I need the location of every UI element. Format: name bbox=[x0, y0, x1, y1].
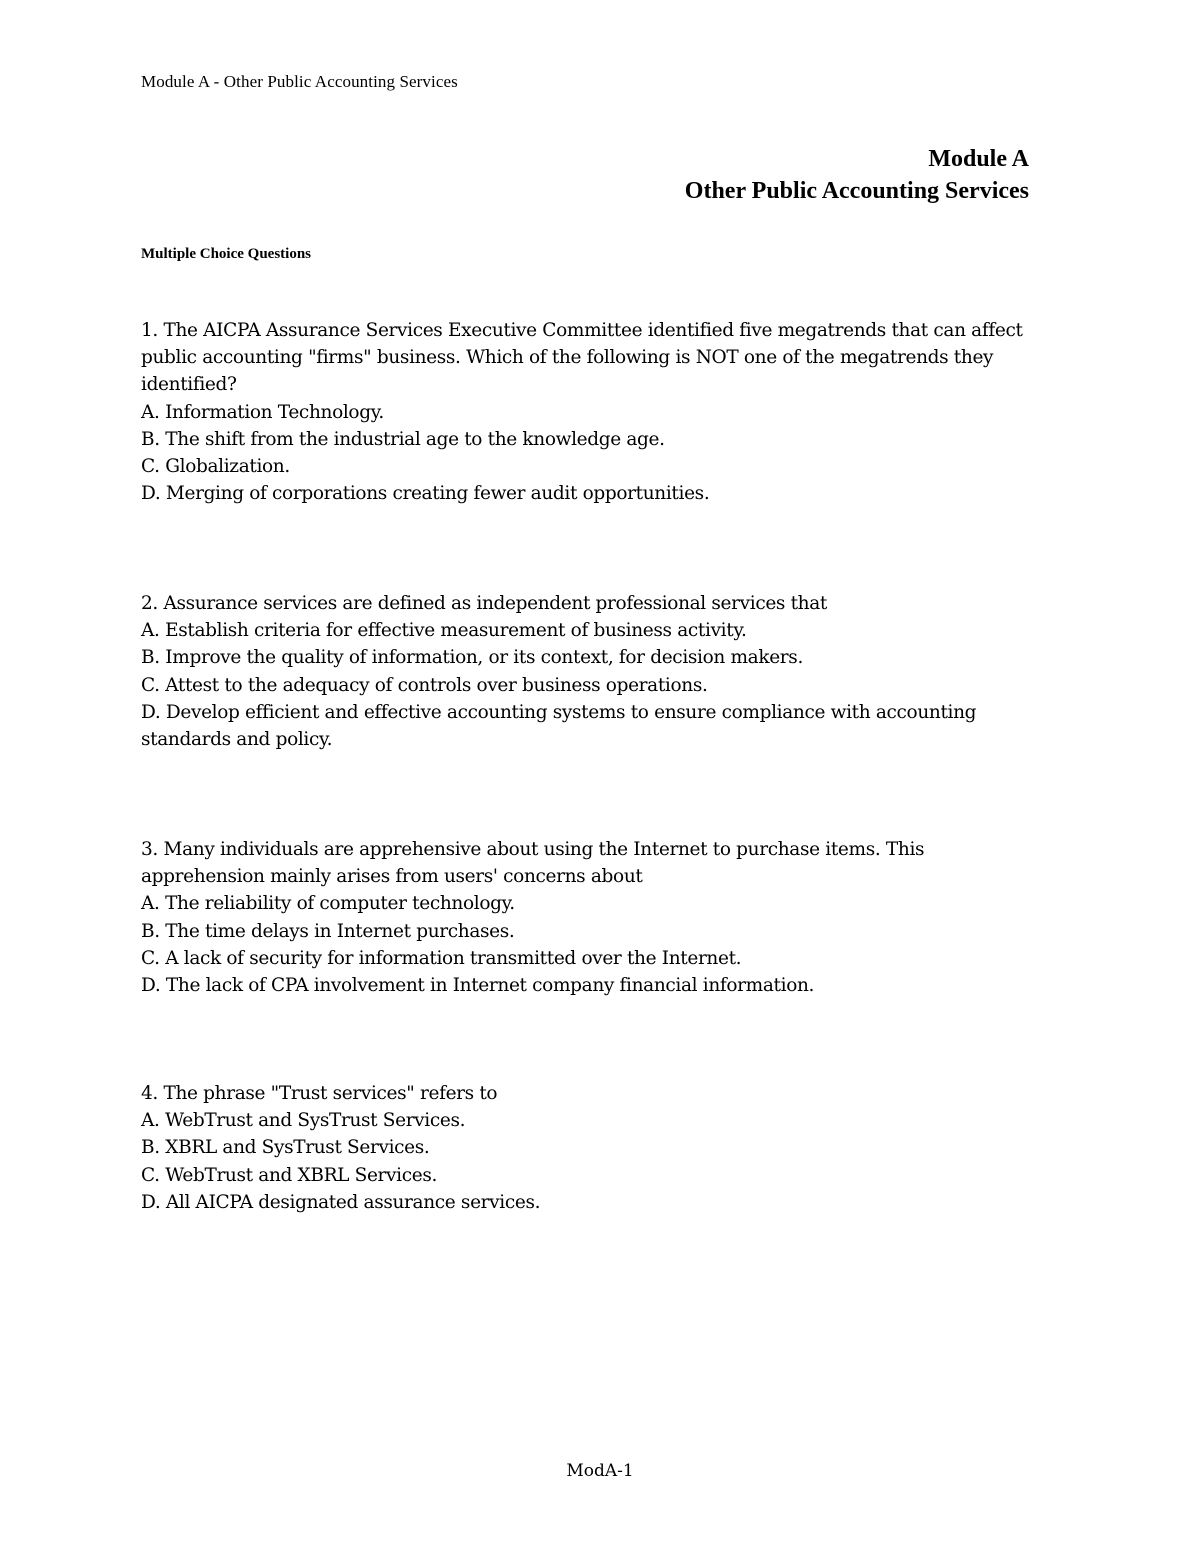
question-stem: 4. The phrase "Trust services" refers to bbox=[141, 1083, 498, 1104]
question-stem: 2. Assurance services are defined as independent professional services that bbox=[141, 593, 828, 614]
option-d: D. The lack of CPA involvement in Internet company financial information. bbox=[141, 975, 815, 997]
option-a: A. The reliability of computer technology. bbox=[141, 893, 515, 915]
option-c: C. Attest to the adequacy of controls over business operations. bbox=[141, 674, 708, 696]
question-4 bbox=[141, 1080, 1041, 1216]
option-d: D. All AICPA designated assurance services. bbox=[141, 1191, 541, 1213]
section-label: Multiple Choice Questions bbox=[141, 246, 312, 262]
option-a: A. WebTrust and SysTrust Services. bbox=[141, 1110, 466, 1132]
page-number: ModA-1 bbox=[566, 1461, 634, 1481]
question-2 bbox=[141, 590, 1041, 753]
option-c: C. A lack of security for information transmitted over the Internet. bbox=[141, 947, 742, 969]
title-line-1: Module A bbox=[928, 146, 1029, 172]
question-3 bbox=[141, 836, 1041, 999]
option-d: D. Merging of corporations creating fewer audit opportunities. bbox=[141, 483, 710, 505]
option-a: A. Establish criteria for effective measurement of business activity. bbox=[141, 620, 747, 642]
page-title bbox=[685, 143, 1029, 207]
running-header: Module A - Other Public Accounting Services bbox=[141, 72, 458, 91]
option-c: C. WebTrust and XBRL Services. bbox=[141, 1164, 438, 1186]
question-1 bbox=[141, 317, 1041, 507]
option-b: B. The time delays in Internet purchases. bbox=[141, 920, 515, 942]
option-c: C. Globalization. bbox=[141, 456, 290, 478]
option-d: D. Develop efficient and effective accounting systems to ensure compliance with accounting standards and policy. bbox=[141, 701, 977, 751]
option-b: B. Improve the quality of information, or its context, for decision makers. bbox=[141, 647, 803, 669]
option-b: B. XBRL and SysTrust Services. bbox=[141, 1137, 430, 1159]
option-a: A. Information Technology. bbox=[141, 401, 384, 423]
question-stem: 3. Many individuals are apprehensive about using the Internet to purchase items. This apprehension mainly arises from users' concerns about bbox=[141, 839, 925, 888]
question-stem: 1. The AICPA Assurance Services Executive Committee identified five megatrends that can affect public accounting "firms" business. Which of the following is NOT one of the megatrends they identified? bbox=[141, 320, 1023, 396]
option-b: B. The shift from the industrial age to the knowledge age. bbox=[141, 428, 665, 450]
title-line-2: Other Public Accounting Services bbox=[684, 178, 1029, 204]
